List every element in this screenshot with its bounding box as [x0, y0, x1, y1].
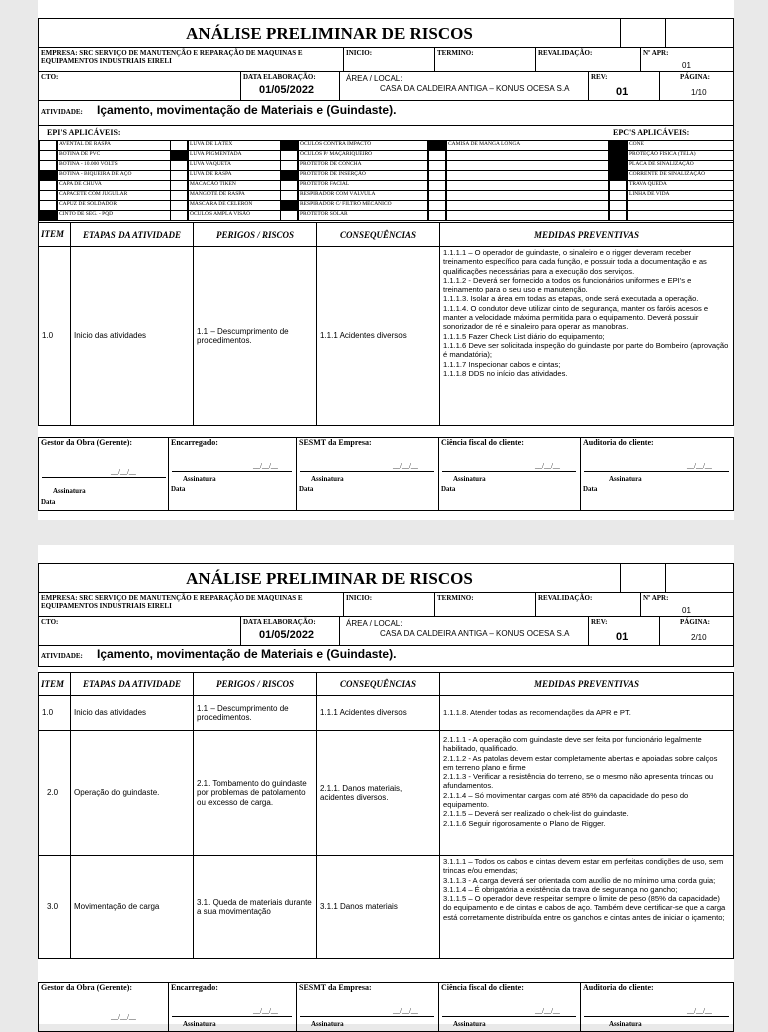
atividade-cell — [38, 100, 734, 126]
th-perigos-label: PERIGOS / RISCOS — [215, 679, 295, 689]
sig-sesmt-label: SESMT da Empresa: — [299, 438, 372, 447]
row-etapa: Movimentação de carga — [74, 902, 160, 912]
apr-cell — [640, 592, 734, 617]
signature-row — [38, 982, 734, 1028]
epi-item-label: ÓCULOS AMPLA VISÃO — [187, 210, 299, 221]
epi-item-label: PLACA DE SINALIZAÇÃO — [626, 160, 734, 171]
sig-auditoria — [580, 437, 734, 511]
sig-ciencia-label: Ciência fiscal do cliente: — [441, 983, 524, 992]
data-elaboracao-cell — [240, 616, 340, 646]
th-consequencias — [316, 672, 440, 696]
row-etapa: Inicio das atividades — [74, 331, 147, 341]
th-etapas-label: ETAPAS DA ATIVIDADE — [82, 229, 182, 240]
table-row-medidas — [439, 695, 734, 731]
sig-line — [584, 471, 729, 472]
th-medidas-label: MEDIDAS PREVENTIVAS — [533, 229, 640, 240]
termino-label: TERMINO: — [437, 594, 474, 602]
sig-line — [442, 471, 576, 472]
sig-gestor-label: Gestor da Obra (Gerente): — [41, 983, 133, 992]
title-box — [38, 563, 621, 593]
pagina-cell — [659, 71, 734, 101]
data-elaboracao-value: 01/05/2022 — [259, 84, 315, 96]
sig-assinatura: Assinatura — [453, 475, 486, 483]
sig-date-blank: __/__/__ — [535, 1007, 560, 1015]
medida-item: 3.1.1.1 – Todos os cabos e cintas devem estar em perfeitas condições de uso, sem trincas e/ou emendas; — [443, 857, 724, 876]
medida-item: 3.1.1.3 - A carga deverá ser orientada com auxílio de no mínimo uma corda guia; — [443, 875, 716, 885]
sig-date-blank: __/__/__ — [687, 1007, 712, 1015]
sig-date-blank: __/__/__ — [253, 462, 278, 470]
table-row-etapa — [70, 695, 194, 731]
sig-line — [300, 471, 434, 472]
sig-data: Data — [171, 485, 186, 493]
atividade-value: Içamento, movimentação de Materiais e (Guindaste). — [97, 647, 397, 661]
area-local-value: CASA DA CALDEIRA ANTIGA – KONUS OCESA S.A — [380, 84, 570, 93]
row-perigo: 3.1. Queda de materiais durante a sua movimentação — [197, 897, 312, 916]
rev-label: REV: — [591, 73, 608, 81]
sig-sesmt — [296, 982, 439, 1032]
sig-auditoria-label: Auditoria do cliente: — [583, 438, 654, 447]
apr-label: Nº APR: — [643, 49, 669, 57]
sig-date-blank: __/__/__ — [253, 1007, 278, 1015]
apr-number: 01 — [682, 606, 691, 615]
epi-item-label: CAPA DE CHUVA — [56, 180, 171, 191]
atividade-label: ATIVIDADE: — [41, 108, 83, 116]
th-perigos — [193, 222, 317, 247]
sig-data: Data — [41, 498, 56, 506]
page-title: ANÁLISE PRELIMINAR DE RISCOS — [186, 24, 473, 43]
sig-line — [584, 1016, 729, 1017]
sig-ciencia — [438, 982, 581, 1032]
apr-label: Nº APR: — [643, 594, 669, 602]
epi-item-label: LUVA DE RASPA — [187, 170, 299, 181]
sig-line — [300, 1016, 434, 1017]
area-local-value: CASA DA CALDEIRA ANTIGA – KONUS OCESA S.A — [380, 629, 570, 638]
atividade-cell — [38, 645, 734, 667]
cto-label: CTO: — [41, 618, 59, 626]
table-row-item — [38, 855, 71, 959]
epi-item-label: LINHA DE VIDA — [626, 190, 734, 201]
empresa-label: EMPRESA: SRC SERVIÇO DE MANUTENÇÃO E REPARAÇÃO DE MAQUINAS E EQUIPAMENTOS INDUSTRIAIS EIRELI — [41, 594, 303, 610]
sig-line — [442, 1016, 576, 1017]
epi-epc-block — [38, 125, 734, 223]
table-row-consequencia — [316, 855, 440, 959]
sig-assinatura: Assinatura — [311, 475, 344, 483]
epi-item-label: PROTETOR FACIAL — [297, 180, 428, 191]
epi-item-label: CAMISA DE MANGA LONGA — [445, 140, 609, 151]
table-row-item — [38, 695, 71, 731]
table-row-etapa — [70, 246, 194, 426]
table-row-item — [38, 730, 71, 856]
epi-item-label: PROTETOR DE INSERÇÃO — [297, 170, 428, 181]
revalidacao-cell — [535, 47, 641, 72]
epi-item-label: CINTO DE SEG. - PQD — [56, 210, 171, 221]
sig-date-blank: __/__/__ — [111, 1013, 136, 1021]
th-etapas — [70, 672, 194, 696]
sig-date-blank: __/__/__ — [535, 462, 560, 470]
sig-sesmt — [296, 437, 439, 511]
apr-number: 01 — [682, 61, 691, 70]
th-etapas-label: ETAPAS DA ATIVIDADE — [82, 679, 182, 689]
medida-item: 2.1.1.5 – Deverá ser realizado o chek-list do guindaste. — [443, 809, 629, 819]
epi-item-label: CORRENTE DE SINALIZAÇÃO — [626, 170, 734, 181]
sig-date-blank: __/__/__ — [687, 462, 712, 470]
empresa-cell — [38, 47, 344, 72]
table-row-item — [38, 246, 71, 426]
epi-item-label: MÁSCARA DE CELERON — [187, 200, 299, 211]
th-item-label: ITEM — [41, 678, 65, 689]
sig-date-blank: __/__/__ — [393, 462, 418, 470]
inicio-label: INICIO: — [346, 49, 373, 57]
medida-item: 1.1.1.8. Atender todas as recomendações da APR e PT. — [443, 708, 631, 718]
medida-item: 1.1.1.8 DDS no início das atividades. — [443, 368, 568, 378]
table-row-perigo — [193, 246, 317, 426]
th-consequencias-label: CONSEQUÊNCIAS — [339, 679, 417, 689]
revalidacao-cell — [535, 592, 641, 617]
table-row-medidas — [439, 855, 734, 959]
inicio-cell — [343, 592, 435, 617]
epi-item-label: CONE — [626, 140, 734, 151]
epi-item-label: PROTEÇÃO FÍSICA (TELA) — [626, 150, 734, 161]
th-item-label: ITEM — [41, 229, 65, 239]
epi-item-label: CAPACETE COM JUGULAR — [56, 190, 171, 201]
epi-item-label: LUVA VAQUETA — [187, 160, 299, 171]
sig-line — [172, 1016, 292, 1017]
medida-item: 3.1.1.4 – É obrigatória a existência da trava de segurança no gancho; — [443, 884, 678, 894]
epi-item-label: LUVA DE LÁTEX — [187, 140, 299, 151]
sig-line — [172, 471, 292, 472]
row-perigo: 1.1 – Descumprimento de procedimentos. — [197, 703, 289, 722]
sig-sesmt-label: SESMT da Empresa: — [299, 983, 372, 992]
sig-encarregado-label: Encarregado: — [171, 438, 218, 447]
sig-assinatura: Assinatura — [53, 487, 86, 495]
row-perigo: 1.1 – Descumprimento de procedimentos. — [197, 326, 289, 345]
cto-label: CTO: — [41, 73, 59, 81]
row-item-number: 3.0 — [47, 902, 59, 912]
sig-encarregado-label: Encarregado: — [171, 983, 218, 992]
cto-cell — [38, 71, 241, 101]
medida-item: 2.1.1.1 - A operação com guindaste deve ser feita por funcionário legalmente habilitado, qualificado. — [443, 735, 702, 754]
empresa-cell — [38, 592, 344, 617]
signature-row — [38, 437, 734, 511]
sig-date-blank: __/__/__ — [111, 468, 136, 476]
title-blank-2 — [665, 563, 734, 593]
inicio-label: INICIO: — [346, 594, 373, 602]
table-row-perigo — [193, 855, 317, 959]
sig-assinatura: Assinatura — [453, 1020, 486, 1028]
epi-item-label: BOTINA - BIQUEIRA DE AÇO — [56, 170, 171, 181]
epi-item-label: BOTINA DE PVC — [56, 150, 171, 161]
area-local-label: ÁREA / LOCAL: — [346, 74, 403, 83]
th-medidas — [439, 672, 734, 696]
termino-cell — [434, 592, 536, 617]
epi-item-label: RESPIRADOR COM VÁLVULA — [297, 190, 428, 201]
sig-ciencia — [438, 437, 581, 511]
table-row-etapa — [70, 855, 194, 959]
medida-item: 1.1.1.5 Fazer Check List diário do equipamento; — [443, 331, 605, 341]
data-elaboracao-label: DATA ELABORAÇÃO: — [243, 73, 316, 81]
th-item — [38, 672, 71, 696]
medida-item: 2.1.1.3 - Verificar a resistência do terreno, se o mesmo não apresenta trincas ou afundamentos. — [443, 772, 714, 791]
epi-item-label: PROTETOR DE CONCHA — [297, 160, 428, 171]
row-item-number: 1.0 — [42, 331, 54, 341]
sig-ciencia-label: Ciência fiscal do cliente: — [441, 438, 524, 447]
epi-item-label: MACACÃO TIKEN — [187, 180, 299, 191]
area-local-cell — [339, 616, 589, 646]
title-box — [38, 18, 621, 48]
pagina-label: PÁGINA: — [680, 73, 710, 81]
row-consequencia: 2.1.1. Danos materiais, acidentes diversos. — [320, 783, 403, 802]
pagina-label: PÁGINA: — [680, 618, 710, 626]
revalidacao-label: REVALIDAÇÃO: — [538, 49, 593, 57]
epi-item-label: PROTETOR SOLAR — [297, 210, 428, 221]
epi-item-label: AVENTAL DE RASPA — [56, 140, 171, 151]
pagina-value: 2/10 — [691, 633, 707, 642]
table-row-medidas — [439, 246, 734, 426]
sig-encarregado — [168, 982, 297, 1032]
apr-page-1 — [38, 0, 734, 520]
table-row-medidas — [439, 730, 734, 856]
pagina-cell — [659, 616, 734, 646]
pagina-value: 1/10 — [691, 88, 707, 97]
th-perigos-label: PERIGOS / RISCOS — [215, 229, 295, 240]
epi-item-label — [626, 210, 734, 221]
cto-cell — [38, 616, 241, 646]
sig-data: Data — [299, 485, 314, 493]
epi-item-label: MANGOTE DE RASPA — [187, 190, 299, 201]
th-item — [38, 222, 71, 247]
medida-item: 3.1.1.5 – O operador deve respeitar sempre o limite de peso (85% da capacidade) do equipamento e de cintas e cabos de aço. Também deve certificar-se que a carga está corretamente distribuída entre os ganchos e cintas antes de iniciar o içamento; — [443, 894, 726, 922]
table-row-etapa — [70, 730, 194, 856]
sig-gestor — [38, 437, 169, 511]
area-local-cell — [339, 71, 589, 101]
empresa-label: EMPRESA: SRC SERVIÇO DE MANUTENÇÃO E REPARAÇÃO DE MAQUINAS E EQUIPAMENTOS INDUSTRIAIS EIRELI — [41, 49, 303, 65]
sig-encarregado — [168, 437, 297, 511]
th-consequencias — [316, 222, 440, 247]
inicio-cell — [343, 47, 435, 72]
medida-item: 2.1.1.4 – Só movimentar cargas com até 85% da capacidade do peso do equipamento. — [443, 790, 689, 810]
page-title: ANÁLISE PRELIMINAR DE RISCOS — [186, 569, 473, 588]
table-row-consequencia — [316, 246, 440, 426]
sig-assinatura: Assinatura — [609, 1020, 642, 1028]
sig-data: Data — [441, 485, 456, 493]
row-etapa: Inicio das atividades — [74, 708, 147, 718]
data-elaboracao-cell — [240, 71, 340, 101]
data-elaboracao-value: 01/05/2022 — [259, 629, 315, 641]
epi-item-label — [445, 210, 609, 221]
medida-item: 1.1.1.7 Inspecionar cabos e cintas; — [443, 359, 561, 369]
sig-assinatura: Assinatura — [183, 1020, 216, 1028]
medida-item: 1.1.1.2 - Deverá ser fornecido a todos os funcionários uniformes e EPI's e treinamento para o seu uso e manutenção. — [443, 275, 692, 295]
th-consequencias-label: CONSEQUÊNCIAS — [339, 229, 417, 240]
epi-item-label: BOTINA - 10.000 VOLTS — [56, 160, 171, 171]
data-elaboracao-label: DATA ELABORAÇÃO: — [243, 618, 316, 626]
medida-item: 2.1.1.6 Seguir rigorosamente o Plano de Rigger. — [443, 818, 606, 828]
table-row-perigo — [193, 695, 317, 731]
sig-assinatura: Assinatura — [609, 475, 642, 483]
epi-item-label: ÓCULOS P/ MAÇARIQUEIRO — [297, 150, 428, 161]
area-local-label: ÁREA / LOCAL: — [346, 619, 403, 628]
rev-label: REV: — [591, 618, 608, 626]
termino-cell — [434, 47, 536, 72]
medida-item: 2.1.1.2 - As patolas devem estar completamente abertas e apoiadas sobre calços em terreno plano e firme — [443, 753, 718, 772]
th-etapas — [70, 222, 194, 247]
epc-title: EPC'S APLICÁVEIS: — [613, 128, 690, 137]
row-item-number: 1.0 — [42, 708, 54, 718]
sig-line — [42, 477, 166, 478]
title-blank-1 — [620, 563, 666, 593]
sig-data: Data — [583, 485, 598, 493]
row-item-number: 2.0 — [47, 788, 59, 798]
table-row-perigo — [193, 730, 317, 856]
medida-item: 1.1.1.3. Isolar a área em todas as etapas, onde será executada a operação. — [443, 294, 699, 304]
atividade-value: Içamento, movimentação de Materiais e (Guindaste). — [97, 103, 397, 117]
apr-cell — [640, 47, 734, 72]
table-row-consequencia — [316, 730, 440, 856]
sig-auditoria — [580, 982, 734, 1032]
rev-cell — [588, 71, 660, 101]
row-etapa: Operação do guindaste. — [74, 788, 160, 798]
medida-item: 1.1.1.6 Deve ser solicitada inspeção do guindaste por parte do Bombeiro (aprovação é mandatória); — [443, 340, 729, 360]
table-row-consequencia — [316, 695, 440, 731]
epi-item-label: ÓCULOS CONTRA IMPACTO — [297, 140, 428, 151]
epi-title: EPI'S APLICÁVEIS: — [47, 128, 121, 137]
sig-auditoria-label: Auditoria do cliente: — [583, 983, 654, 992]
epi-item-label: TRAVA QUEDA — [626, 180, 734, 191]
epi-item-label: CAPUZ DE SOLDADOR — [56, 200, 171, 211]
th-medidas — [439, 222, 734, 247]
title-blank-2 — [665, 18, 734, 48]
termino-label: TERMINO: — [437, 49, 474, 57]
sig-gestor — [38, 982, 169, 1032]
row-consequencia: 1.1.1 Acidentes diversos — [320, 708, 407, 718]
rev-cell — [588, 616, 660, 646]
sig-gestor-label: Gestor da Obra (Gerente): — [41, 438, 133, 447]
th-medidas-label: MEDIDAS PREVENTIVAS — [533, 679, 640, 689]
medida-item: 1.1.1.4. O condutor deve utilizar cinto de segurança, manter os faróis acesos e manter a velocidade máxima permitida para o equipamento. Deverá possuir sonorizador de ré e sinaleiro para operar as manobras. — [443, 303, 709, 332]
sig-assinatura: Assinatura — [311, 1020, 344, 1028]
revalidacao-label: REVALIDAÇÃO: — [538, 594, 593, 602]
epi-item-label: LUVA PIGMENTADA — [187, 150, 299, 161]
epi-item-label: RESPIRADOR C/ FILTRO MECÂNICO — [297, 200, 428, 211]
sig-assinatura: Assinatura — [183, 475, 216, 483]
row-consequencia: 3.1.1 Danos materiais — [320, 902, 398, 912]
apr-page-2 — [38, 545, 734, 1028]
rev-value: 01 — [616, 631, 629, 643]
title-blank-1 — [620, 18, 666, 48]
th-perigos — [193, 672, 317, 696]
atividade-label: ATIVIDADE: — [41, 652, 83, 660]
medida-item: 1.1.1.1 – O operador de guindaste, o sinaleiro e o rigger deveram receber treinamento específico para cada função, e possuir toda a documentação e as qualificações necessárias para a execução dos serviços. — [443, 248, 707, 276]
row-perigo: 2.1. Tombamento do guindaste por problemas de patolamento ou excesso de carga. — [197, 778, 307, 807]
rev-value: 01 — [616, 86, 629, 98]
sig-date-blank: __/__/__ — [393, 1007, 418, 1015]
row-consequencia: 1.1.1 Acidentes diversos — [320, 331, 407, 341]
